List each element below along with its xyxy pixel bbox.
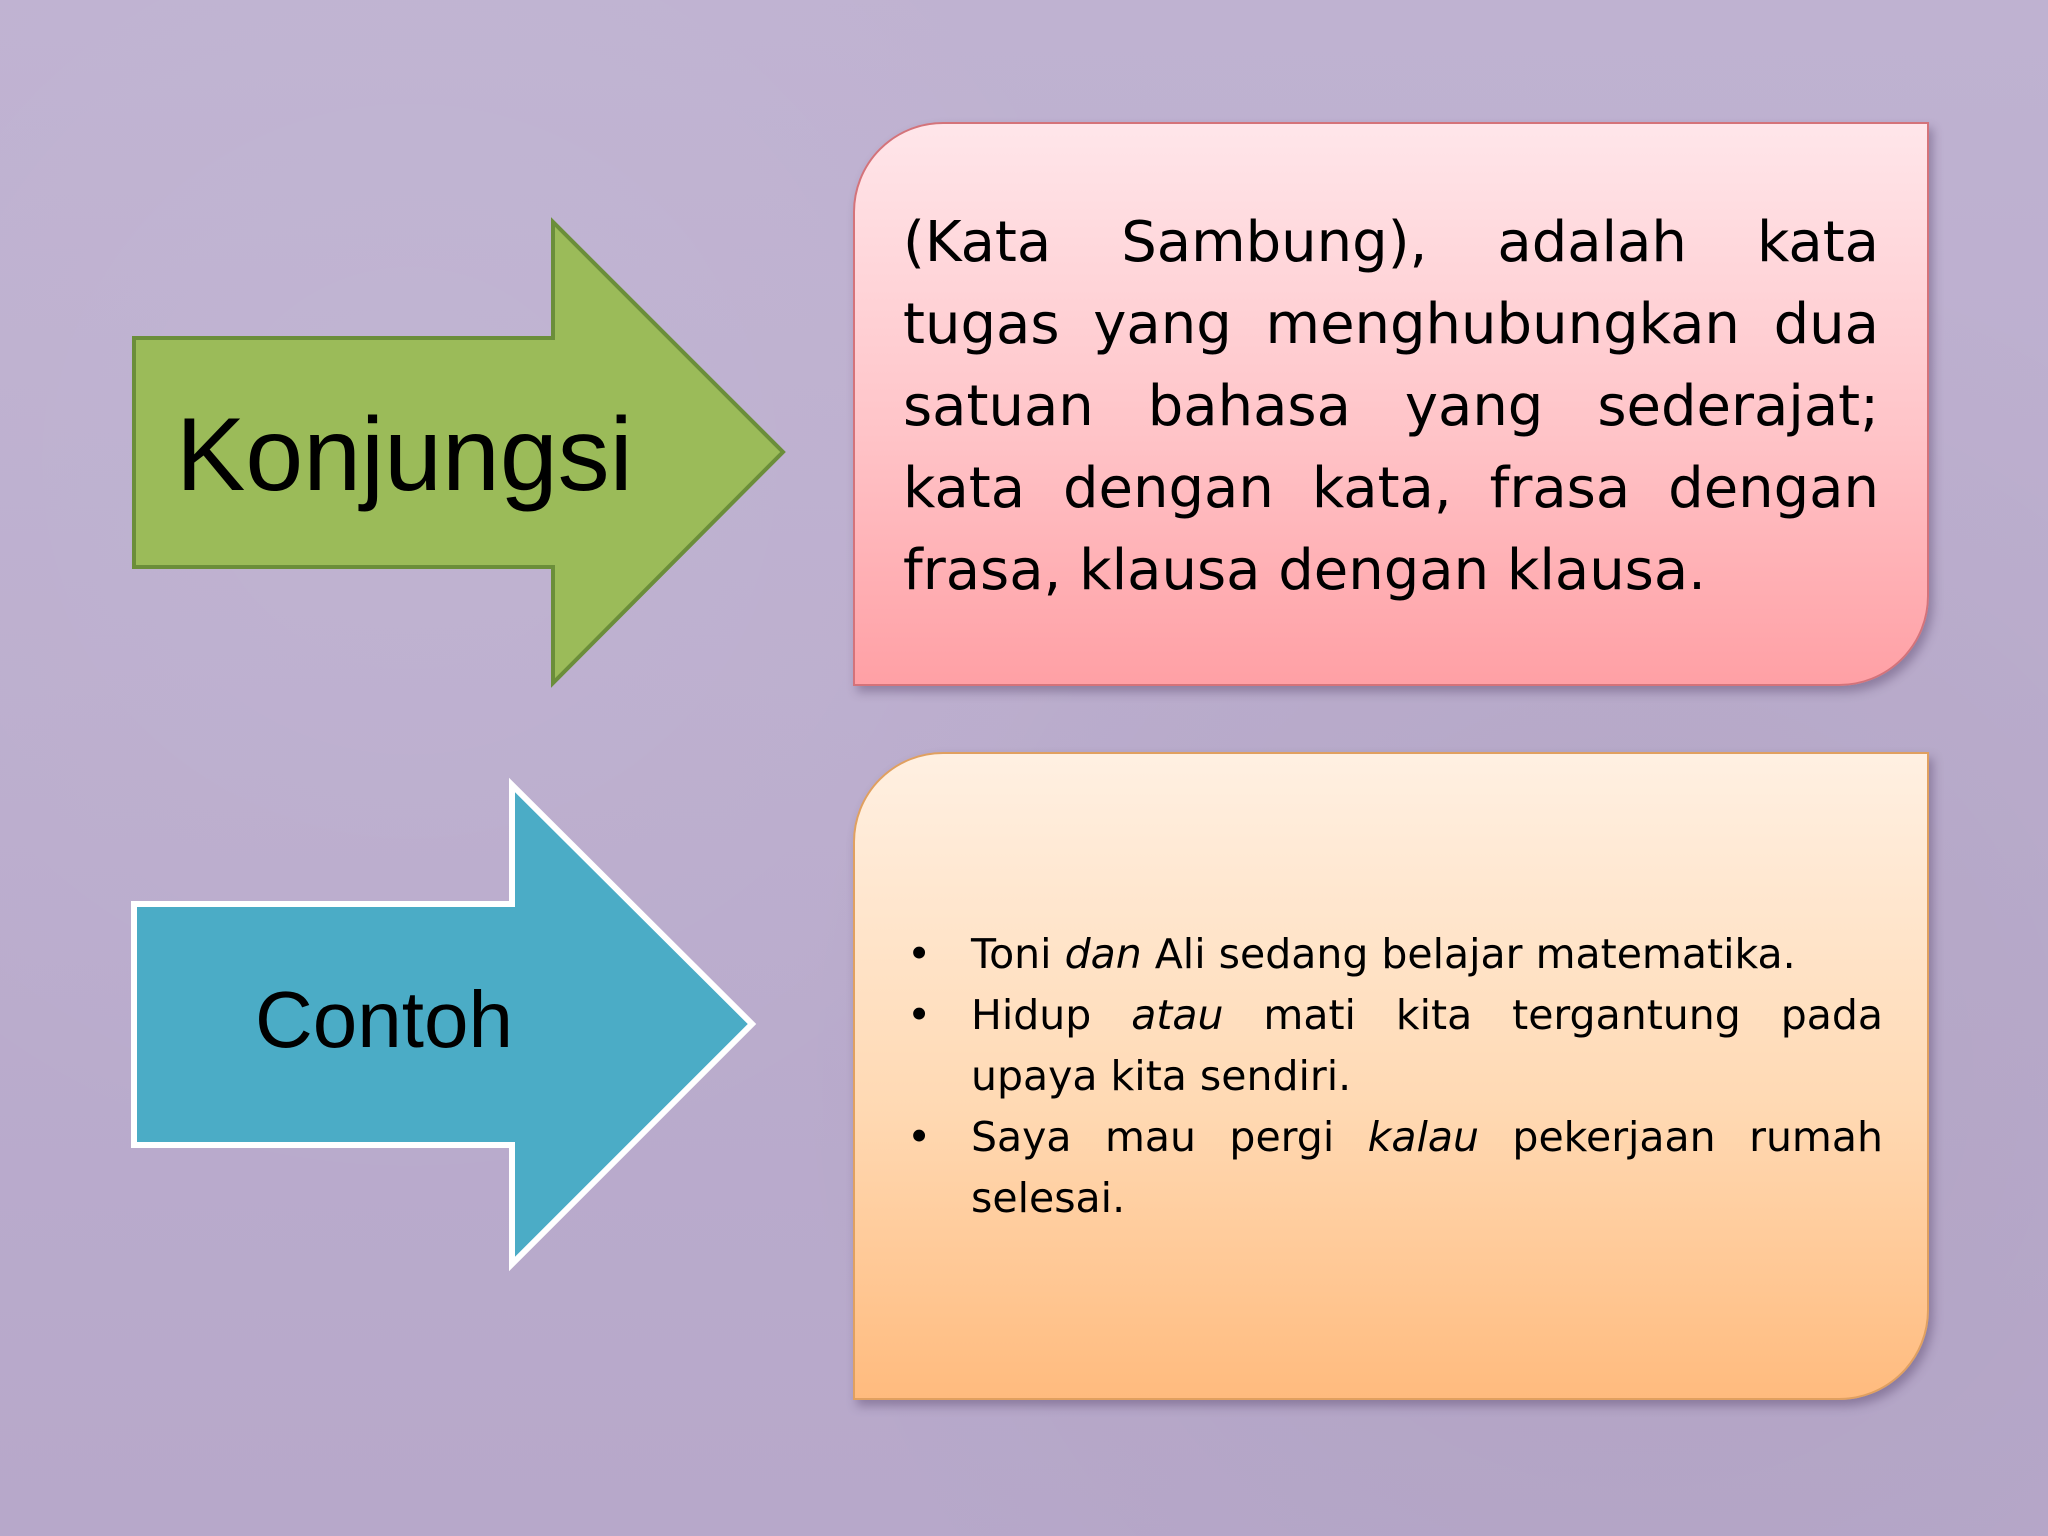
contoh-label: Contoh <box>255 975 513 1064</box>
examples-box <box>853 752 1929 1400</box>
example-text: mati kita tergantung pada upaya kita sendiri. <box>971 991 1883 1100</box>
bullet-icon: • <box>907 930 932 978</box>
example-item-2 <box>903 985 1883 1107</box>
example-text: Saya mau pergi <box>971 1113 1368 1161</box>
example-text: Hidup <box>971 991 1132 1039</box>
example-item-3 <box>903 1107 1883 1229</box>
example-text: pekerjaan rumah selesai. <box>971 1113 1883 1222</box>
konjungsi-label: Konjungsi <box>176 397 633 513</box>
example-keyword: dan <box>1064 930 1142 978</box>
bullet-icon: • <box>907 991 932 1039</box>
example-text: Toni <box>971 930 1065 978</box>
example-list <box>903 924 1883 1229</box>
example-text: Ali sedang belajar matematika. <box>1141 930 1796 978</box>
example-keyword: atau <box>1131 991 1224 1039</box>
definition-box <box>853 122 1929 686</box>
example-keyword: kalau <box>1367 1113 1480 1161</box>
bullet-icon: • <box>907 1113 932 1161</box>
definition-text: (Kata Sambung), adalah kata tugas yang menghubungkan dua satuan bahasa yang sederajat; kata dengan kata, frasa dengan frasa, klausa dengan klausa. <box>903 210 1879 603</box>
example-item-1 <box>903 924 1883 985</box>
